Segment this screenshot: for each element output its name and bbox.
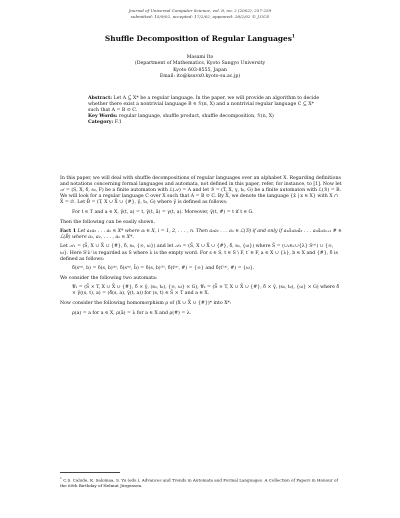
- abstract-block: [88, 96, 320, 126]
- title-footnote-mark: 1: [291, 34, 296, 40]
- fact-1: [60, 229, 342, 241]
- fact-label: Fact 1: [60, 229, 77, 235]
- category-label: Category:: [88, 120, 114, 126]
- paragraph-5: Now consider the following homomorphism ρ of (X ∪ X̄ ∪ {#})* into X*:: [60, 301, 232, 307]
- homomorphism-definition: ρ(a) = a for a ∈ X, ρ(ā) = λ for a ∈ X and ρ(#) = λ.: [72, 310, 192, 316]
- gamma-definition: For t ∈ T and a ∈ X, γ̄(t, a) = t, γ̄(t, ā) = γ(t, a). Moreover, γ̄(t, #) = t if t ∈ G.: [72, 209, 254, 215]
- author-name: Masami Ito: [186, 55, 214, 60]
- paragraph-4: We consider the following two automata:: [60, 275, 158, 281]
- journal-header: [0, 8, 400, 19]
- author-affiliation: (Department of Mathematics, Kyoto Sangyo University: [134, 61, 266, 67]
- automata-definition: 𝒞₁ = (S̄ × T, X ∪ X̄ ∪ {#}, δ̄ × γ̄, (s₀, t₀), {∞, ω} × G), 𝒞₂ = (S̄ × T, X ∪ X̄ ∪ {#}, δ̄ × γ̄, (s₀, t₀), {ω} × G) where δ̄ × γ̄((s, t), a) = (δ̄(s, a), γ̄(t, a)) for (s, t) ∈ S̄ × T and a ∈ X.: [72, 285, 340, 297]
- footnote: [60, 476, 342, 488]
- abstract-text: Let A ⊆ X* be a regular language. In the paper, we will provide an algorithm to decide whether there exist a nontrivial language B ∈ ℛ(n, X) and a nontrivial regular language C ⊆ X* such that A = B ⊙ C.: [88, 96, 320, 114]
- footnote-mark: 1: [60, 476, 62, 480]
- keywords-label: Key Words:: [88, 114, 118, 120]
- footnote-text: C.S. Calude, K. Salomaa, S. Yu (eds.), Advances and Trends in Automata and Formal Languages. A Collection of Papers in Honour of the 60th Birthday of Helmut Jürgensen.: [60, 477, 338, 488]
- fact-text: Let a₁a₂ . . . aₙ ∈ X* where aᵢ ∈ X, i = 1, 2, . . . , n. Then a₁a₂ . . . aₙ ∈ ℒ(ℬ) if and only if a₁ā₁a₂ā₂ . . . aₙāₙaₙ₊₁ # ∈ ℒ(B̄) where a₁, a₂, . . . , aₙ ∈ X*.: [60, 229, 342, 241]
- paragraph-2: Then the following can be easily shown.: [60, 219, 156, 225]
- category-text: F.1: [114, 120, 122, 126]
- paper-title: [0, 34, 400, 43]
- delta-definition: δ̄(s⁽ᵃ⁾, b) = δ(s, b)⁽ᵃ⁾, δ̄(s⁽ᵃ⁾, b̄) = δ(s, b)⁽ᵇ⁾, δ̄(t⁽ᵃ⁾, #) = {∞} and δ̄(t′⁽ᵃ⁾, #) = {ω}.: [72, 265, 255, 271]
- category-line: [88, 120, 320, 126]
- footnote-rule: [60, 472, 120, 473]
- author-block: [0, 55, 400, 80]
- journal-line-2: submitted: 15/9/02, accepted: 17/2/02, appeared: 28/2/02 © J.UCS: [130, 13, 270, 19]
- keywords-text: regular language, shuffle product, shuffle decomposition, ℛ(n, X): [118, 114, 274, 120]
- journal-line-1: Journal of Universal Computer Science, vol. 8, no. 2 (2002), 257-259: [128, 8, 272, 13]
- abstract-label: Abstract:: [88, 96, 112, 101]
- body-text: [60, 176, 342, 321]
- author-email: Email: ito@ksuvx0.kyoto-su.ac.jp): [159, 73, 241, 79]
- paragraph-1: In this paper, we will deal with shuffle decompositions of regular languages over an alphabet X. Regarding definitions and notations concerning formal languages and automata, not defined in this paper, refer, for instance, to [1]. Now let 𝒜 = (S, X, δ, s₀, F) be a finite automaton with ℒ(𝒜) = A and let ℬ = (T, X, γ, t₀, G) be a finite automaton with ℒ(ℬ) = B. We will look for a regular language C over X such that A = B ⊙ C. By X̄, we denote the language {x̄ | x ∈ X} with X ∩ X̄ = ∅. Let B̄ = (T, X ∪ X̄ ∪ {#}, γ̄, t₀, G) where γ̄ is defined as follows:: [60, 176, 342, 206]
- abstract-paragraph: [88, 96, 320, 114]
- paper-title-text: Shuffle Decomposition of Regular Languages: [104, 34, 292, 43]
- paragraph-3: Let 𝒜₁ = (S̄, X ∪ X̄ ∪ {#}, δ̄, s₀, {∞, ω}) and let 𝒜₂ = (S̄, X ∪ X̄ ∪ {#}, δ̄, s₀, {ω}) where S̄ = (∪ₛ∈ₓ∪{λ} S⁽ˢ⁾) ∪ {∞, ω}. Here S⁽λ⁾ is regarded as S where λ is the empty word. For s ∈ S, t ∈ S \ F, t′ ∈ F, a ∈ X ∪ {λ}, b ∈ X and {#}, δ̄ is defined as follows:: [60, 244, 338, 262]
- author-city: Kyoto 603-8555, Japan: [173, 67, 227, 73]
